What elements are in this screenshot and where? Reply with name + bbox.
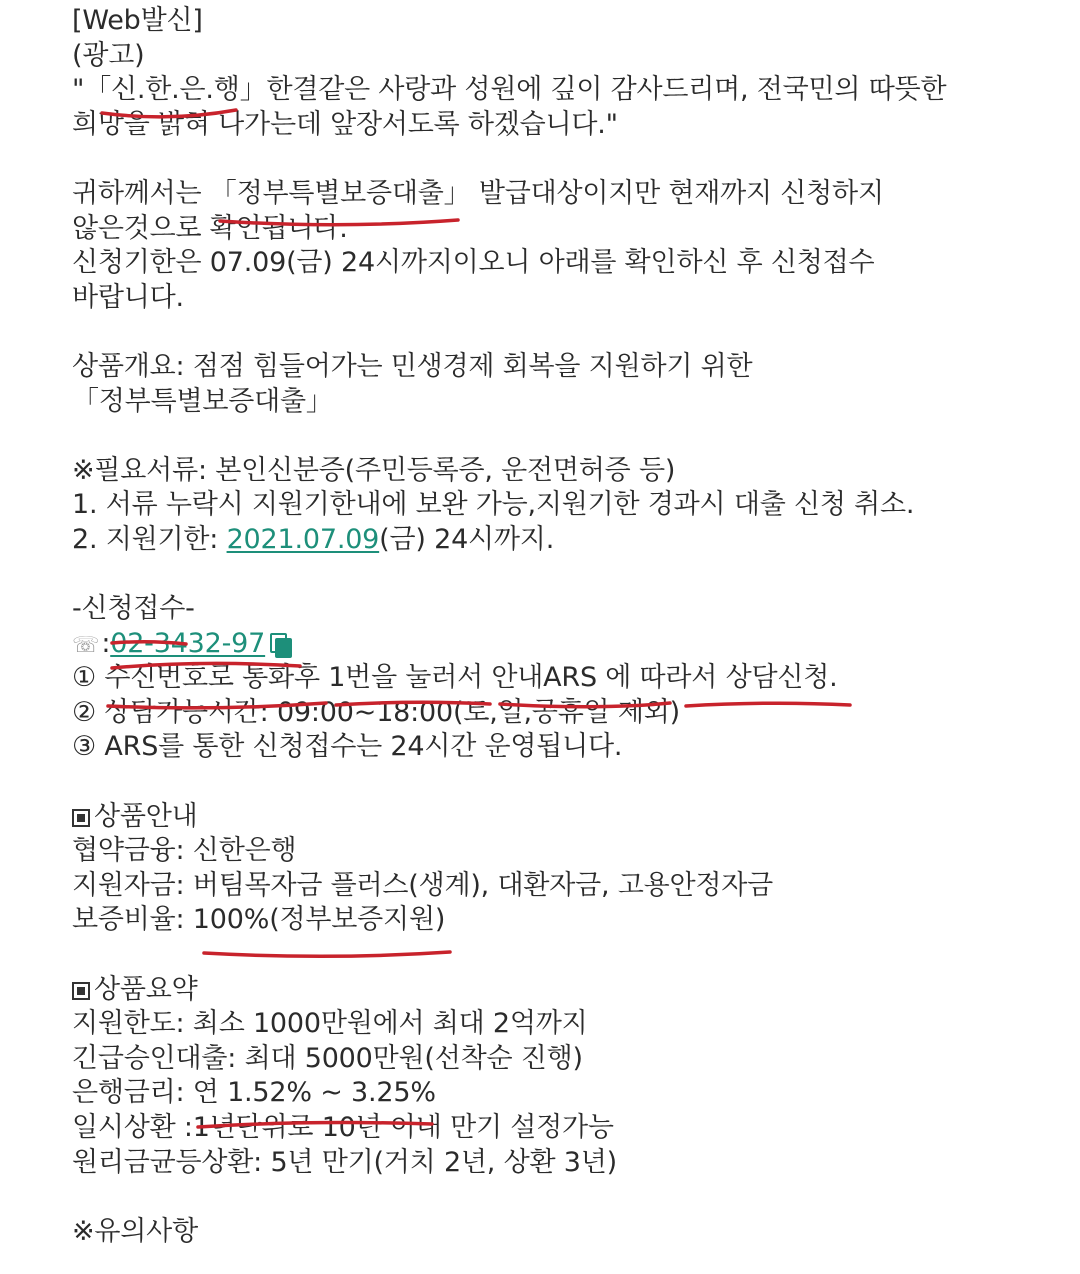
phone-icon: ☏ — [72, 632, 100, 658]
blank-line — [72, 765, 1062, 800]
apply-header: -신청접수- — [72, 593, 195, 625]
message-line: (광고) — [72, 39, 145, 71]
message-line: 신청기한은 07.09(금) 24시까지이오니 아래를 확인하신 후 신청접수 — [72, 247, 875, 279]
message-line: 1. 서류 누락시 지원기한내에 보완 가능,지원기한 경과시 대출 신청 취소. — [72, 489, 915, 521]
message-line: "「신.한.은.행」한결같은 사랑과 성원에 깊이 감사드리며, 전국민의 따뜻한 — [72, 74, 947, 106]
apply-line: ② 상담가능시간: 09:00~18:00(토,일,공휴일 제외) — [72, 696, 680, 728]
blank-line — [72, 938, 1062, 973]
product-summary-line: 은행금리: 연 1.52% ~ 3.25% — [72, 1077, 436, 1109]
square-bullet-icon — [72, 809, 90, 827]
blank-line — [72, 142, 1062, 177]
product-info-line: 보증비율: 100%(정부보증지원) — [72, 904, 446, 936]
message-line: [Web발신] — [72, 5, 203, 36]
message-line: 귀하께서는 「정부특별보증대출」 발급대상이지만 현재까지 신청하지 — [72, 177, 884, 209]
sms-message-body — [72, 4, 1062, 1249]
product-summary-line: 긴급승인대출: 최대 5000만원(선착순 진행) — [72, 1042, 583, 1074]
product-info-line: 협약금융: 신한은행 — [72, 835, 297, 867]
product-summary-line: 일시상환 :1년단위로 10년 이내 만기 설정가능 — [72, 1112, 614, 1143]
blank-line — [72, 1180, 1062, 1215]
copy-icon[interactable] — [269, 632, 291, 656]
blank-line — [72, 419, 1062, 454]
message-line: 상품개요: 점점 힘들어가는 민생경제 회복을 지원하기 위한 — [72, 350, 753, 382]
product-info-title — [72, 800, 1062, 835]
message-line: 「정부특별보증대출」 — [72, 385, 333, 417]
blank-line — [72, 558, 1062, 593]
message-line: ※필요서류: 본인신분증(주민등록증, 운전면허증 등) — [72, 454, 676, 486]
notice-title: ※유의사항 — [72, 1215, 198, 1247]
product-info-line: 지원자금: 버팀목자금 플러스(생계), 대환자금, 고용안정자금 — [72, 869, 774, 901]
product-summary-title-text: 상품요약 — [94, 973, 198, 1005]
deadline-date-link[interactable]: 2021.07.09 — [226, 523, 380, 555]
apply-line: ③ ARS를 통한 신청접수는 24시간 운영됩니다. — [72, 731, 623, 763]
blank-line — [72, 315, 1062, 350]
message-line: 희망을 밝혀 나가는데 앞장서도록 하겠습니다." — [72, 108, 618, 140]
phone-number-link[interactable]: 02-3432-97 — [110, 627, 266, 659]
product-summary-title — [72, 973, 1062, 1008]
apply-line: ① 수신번호로 통화후 1번을 눌러서 안내ARS 에 따라서 상담신청. — [72, 662, 838, 694]
deadline-prefix: 2. 지원기한: — [72, 523, 227, 555]
square-bullet-icon — [72, 982, 90, 1000]
product-summary-line: 원리금균등상환: 5년 만기(거치 2년, 상환 3년) — [72, 1146, 617, 1178]
product-info-title-text: 상품안내 — [94, 800, 198, 832]
deadline-line — [72, 523, 1062, 558]
phone-line: ☏:02-3432-97 — [72, 627, 1062, 662]
product-summary-line: 지원한도: 최소 1000만원에서 최대 2억까지 — [72, 1008, 588, 1040]
message-line: 않은것으로 확인됩니다. — [72, 212, 348, 244]
message-line: 바랍니다. — [72, 281, 184, 313]
deadline-suffix: (금) 24시까지. — [379, 523, 555, 555]
